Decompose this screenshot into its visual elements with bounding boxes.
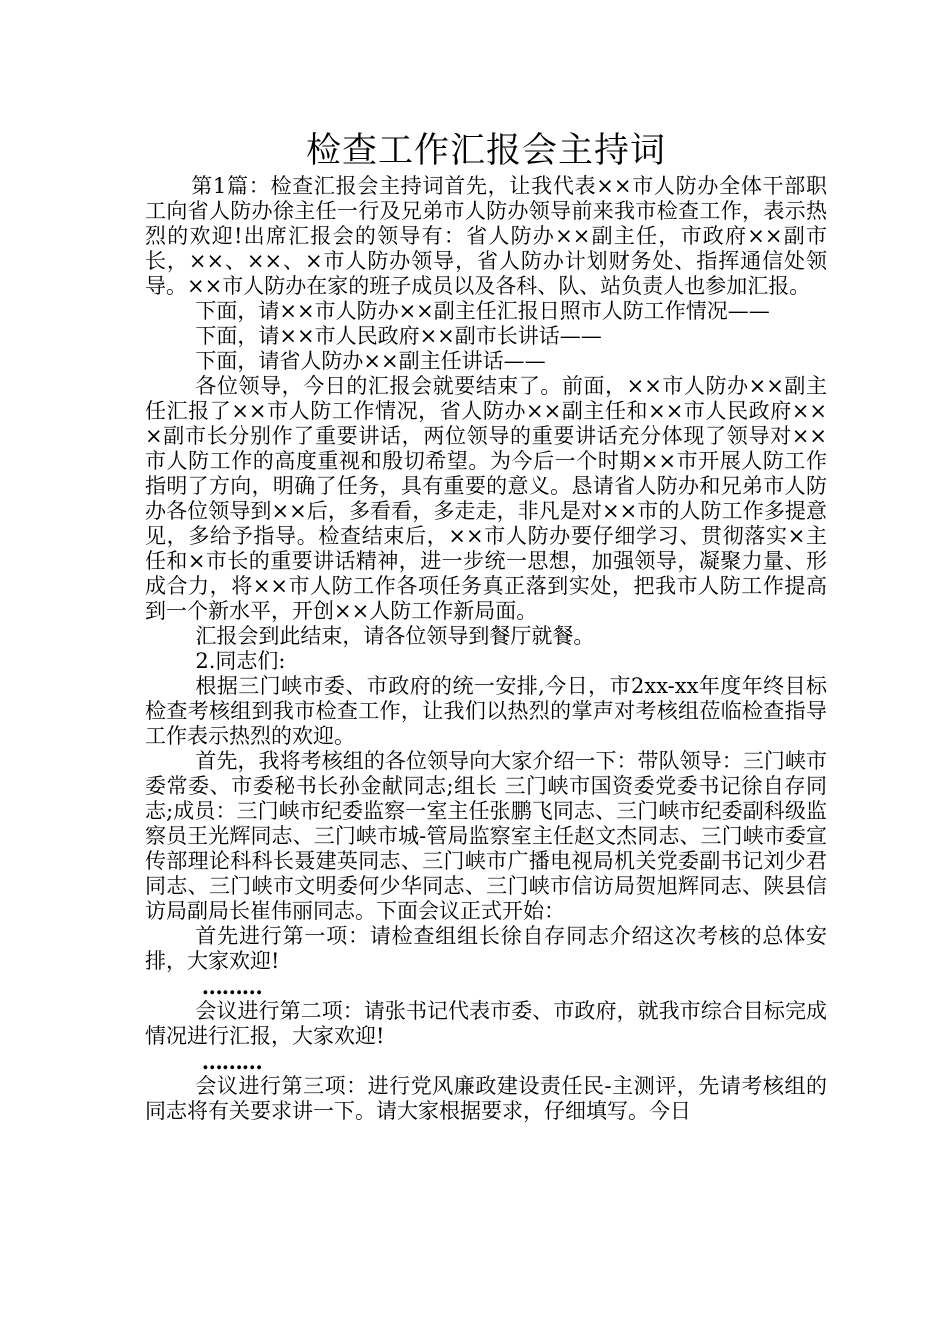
paragraph: 会议进行第二项：请张书记代表市委、市政府，就我市综合目标完成情况进行汇报，大家欢迎!	[145, 999, 827, 1048]
ellipsis-line: ………	[201, 1049, 262, 1074]
paragraph: 首先进行第一项：请检查组组长徐自存同志介绍这次考核的总体安排，大家欢迎!	[145, 924, 827, 973]
paragraph: 下面，请省人防办××副主任讲话——	[195, 349, 546, 373]
paragraph: 各位领导，今日的汇报会就要结束了。前面，××市人防办××副主任汇报了××市人防工作情况，省人防办××副主任和××市人民政府×××副市长分别作了重要讲话，两位领导的重要讲话充分体现了领导对××市人防工作的高度重视和殷切希望。为今后一个时期××市开展人防工作指明了方向，明确了任务，具有重要的意义。恳请省人防办和兄弟市人防办各位领导到××后，多看看，多走走，非凡是对××市的人防工作多提意见，多给予指导。检查结束后，××市人防办要仔细学习、贯彻落实×主任和×市长的重要讲话精神，进一步统一思想，加强领导，凝聚力量、形成合力，将××市人防工作各项任务真正落到实处，把我市人防工作提高到一个新水平，开创××人防工作新局面。	[145, 374, 827, 623]
ellipsis-line: ………	[201, 974, 262, 999]
paragraph: 汇报会到此结束，请各位领导到餐厅就餐。	[195, 624, 595, 648]
paragraph: 2.同志们:	[195, 649, 286, 673]
paragraph: 根据三门峡市委、市政府的统一安排,今日，市2xx-xx年度年终目标检查考核组到我市检查工作，让我们以热烈的掌声对考核组莅临检查指导工作表示热烈的欢迎。	[145, 674, 827, 748]
paragraph: 下面，请××市人民政府××副市长讲话——	[195, 324, 602, 348]
paragraph: 首先，我将考核组的各位领导向大家介绍一下：带队领导：三门峡市委常委、市委秘书长孙金献同志;组长 三门峡市国资委党委书记徐自存同志;成员：三门峡市纪委监察一室主任张鹏飞同志、三门峡市纪委副科级监察员王光辉同志、三门峡市城-管局监察室主任赵文杰同志、三门峡市委宣传部理论科科长聂建英同志、三门峡市广播电视局机关党委副书记刘少君同志、三门峡市文明委何少华同志、三门峡市信访局贺旭辉同志、陕县信访局副局长崔伟丽同志。下面会议正式开始：	[145, 749, 827, 923]
document-body	[145, 174, 827, 1124]
paragraph: 第1篇：检查汇报会主持词首先，让我代表××市人防办全体干部职工向省人防办徐主任一行及兄弟市人防办领导前来我市检查工作，表示热烈的欢迎!出席汇报会的领导有：省人防办××副主任，市政府××副市长，××、××、×市人防办领导，省人防办计划财务处、指挥通信处领导。××市人防办在家的班子成员以及各科、队、站负责人也参加汇报。	[145, 174, 827, 298]
document-title: 检查工作汇报会主持词	[305, 131, 666, 171]
paragraph: 下面，请××市人防办××副主任汇报日照市人防工作情况——	[195, 299, 770, 323]
paragraph: 会议进行第三项：进行党风廉政建设责任民-主测评，先请考核组的同志将有关要求讲一下。请大家根据要求，仔细填写。今日	[145, 1074, 827, 1123]
document-page	[145, 128, 827, 1124]
